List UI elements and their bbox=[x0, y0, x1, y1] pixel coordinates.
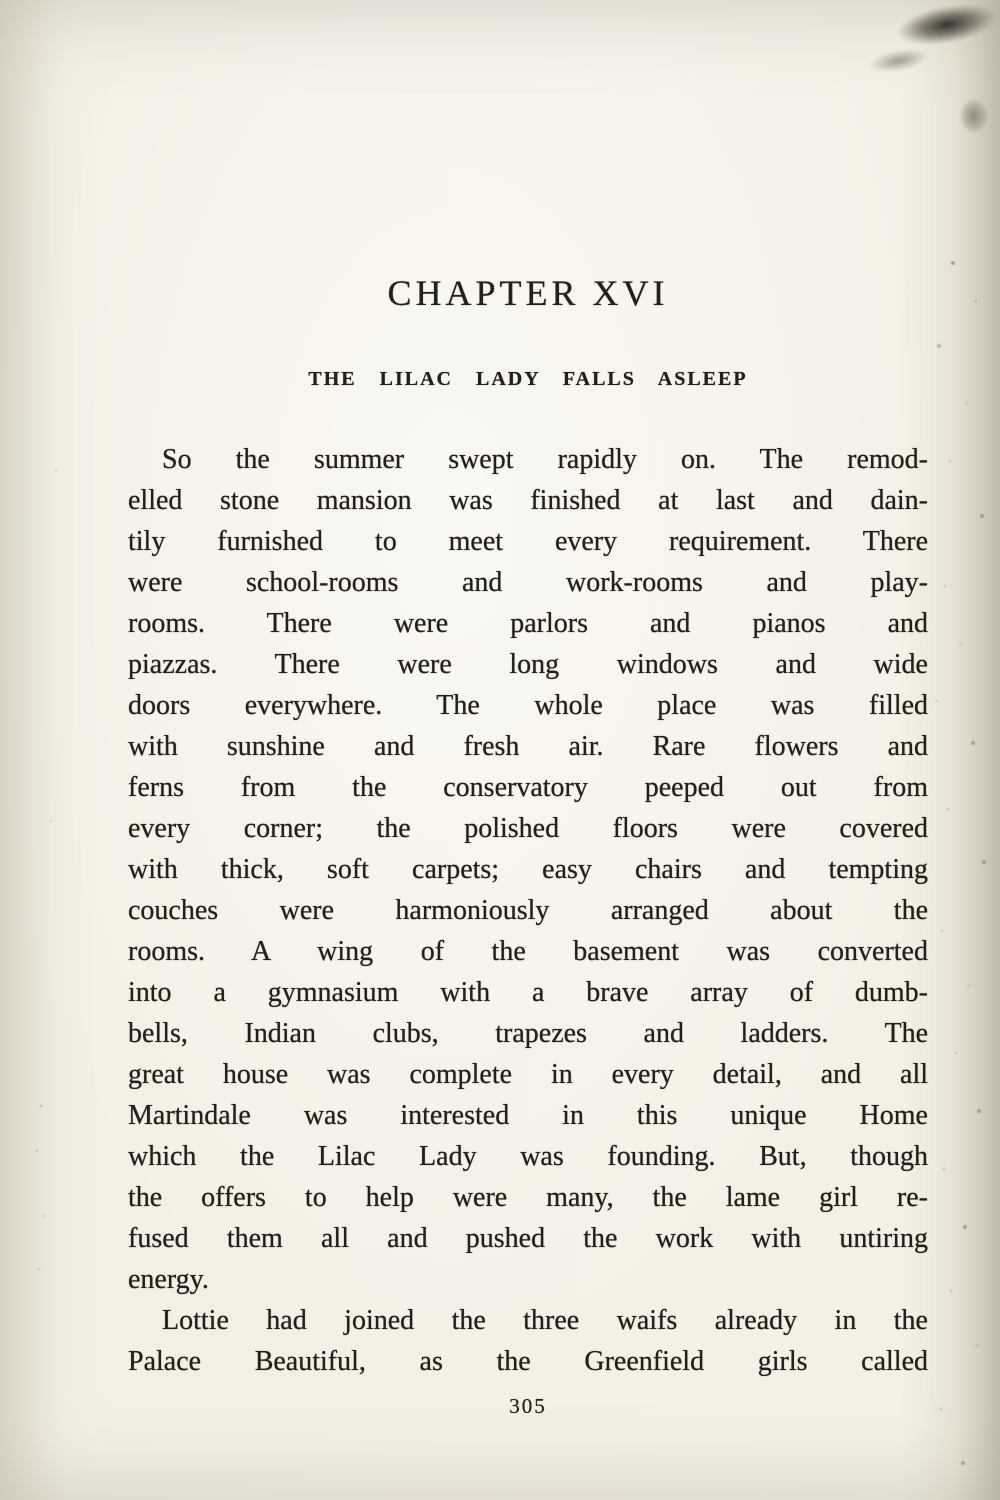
text-line: couches were harmoniously arranged about the bbox=[128, 895, 928, 926]
scan-speckles bbox=[0, 0, 2, 2]
text-line: with thick, soft carpets; easy chairs and tempting bbox=[128, 854, 928, 885]
scan-smudge-right-upper bbox=[938, 86, 998, 146]
text-line: the offers to help were many, the lame girl re- bbox=[128, 1182, 928, 1213]
text-line: energy. bbox=[128, 1264, 209, 1295]
paragraph bbox=[128, 1300, 928, 1382]
text-line: ferns from the conservatory peeped out from bbox=[128, 772, 928, 803]
text-line: Lottie had joined the three waifs already in the bbox=[162, 1305, 928, 1336]
text-line: with sunshine and fresh air. Rare flowers and bbox=[128, 731, 928, 762]
text-line: fused them all and pushed the work with untiring bbox=[128, 1223, 928, 1254]
text-line: great house was complete in every detail, and all bbox=[128, 1059, 928, 1090]
text-line: which the Lilac Lady was founding. But, though bbox=[128, 1141, 928, 1172]
text-line: rooms. A wing of the basement was converted bbox=[128, 936, 928, 967]
text-column bbox=[128, 0, 928, 1419]
page-number: 305 bbox=[509, 1394, 547, 1418]
text-line: tily furnished to meet every requirement. There bbox=[128, 526, 928, 557]
chapter-subtitle: THE LILAC LADY FALLS ASLEEP bbox=[308, 368, 748, 390]
text-line: every corner; the polished floors were covered bbox=[128, 813, 928, 844]
chapter-title: CHAPTER XVI bbox=[387, 273, 669, 313]
paragraph bbox=[128, 439, 928, 1300]
text-line: Martindale was interested in this unique Home bbox=[128, 1100, 928, 1131]
text-line: rooms. There were parlors and pianos and bbox=[128, 608, 928, 639]
scan-edge-shadow bbox=[954, 0, 1000, 1500]
text-line: So the summer swept rapidly on. The remod- bbox=[162, 444, 928, 475]
text-line: into a gymnasium with a brave array of dumb- bbox=[128, 977, 928, 1008]
text-line: doors everywhere. The whole place was filled bbox=[128, 690, 928, 721]
text-line: bells, Indian clubs, trapezes and ladders. The bbox=[128, 1018, 928, 1049]
text-line: were school-rooms and work-rooms and play- bbox=[128, 567, 928, 598]
body-text bbox=[128, 439, 928, 1382]
text-line: elled stone mansion was finished at last and dain- bbox=[128, 485, 928, 516]
text-line: Palace Beautiful, as the Greenfield girls called bbox=[128, 1346, 928, 1377]
text-line: piazzas. There were long windows and wide bbox=[128, 649, 928, 680]
